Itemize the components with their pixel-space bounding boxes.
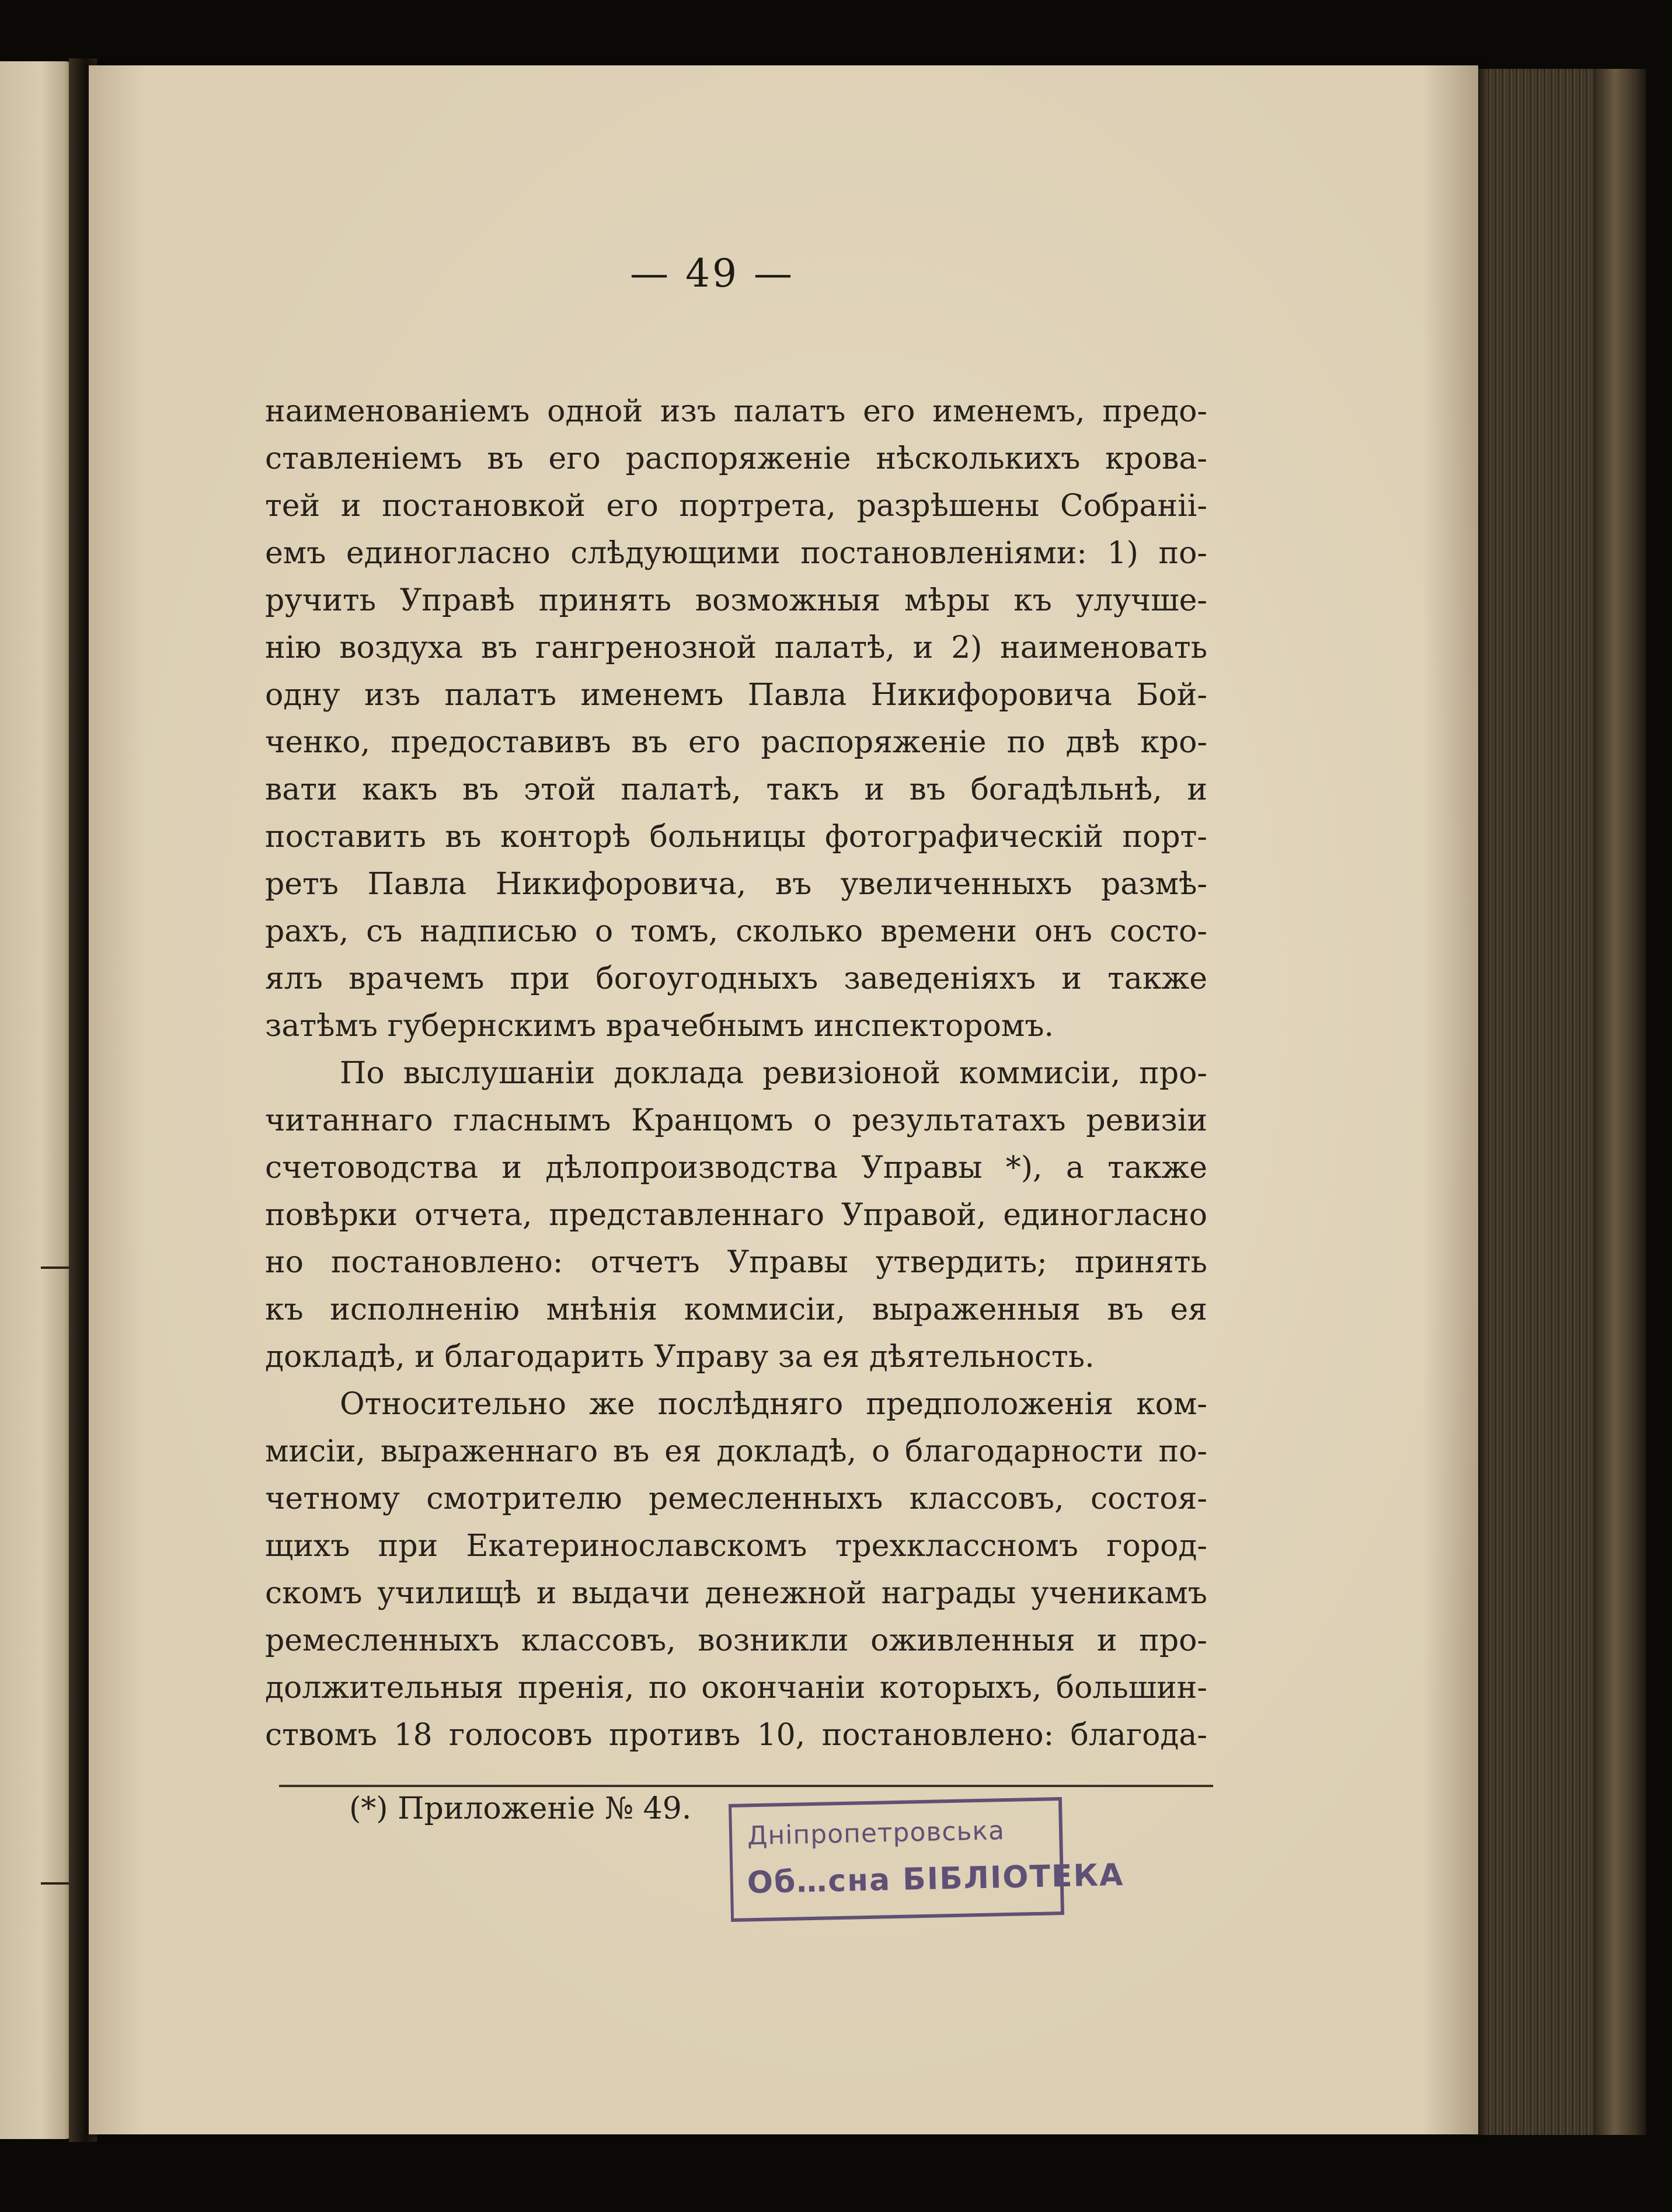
text-line: ретъ Павла Никифоровича, въ увеличенныхъ размѣ- (265, 867, 1207, 902)
text-line: читаннаго гласнымъ Кранцомъ о результатахъ ревизіи (265, 1103, 1207, 1138)
text-line: къ исполненію мнѣнія коммисіи, выраженныя въ ея (265, 1292, 1207, 1327)
library-stamp (729, 1797, 1124, 1922)
text-line: счетоводства и дѣлопроизводства Управы *), а также (265, 1150, 1207, 1185)
footnote: (*) Приложеніе № 49. (349, 1791, 692, 1826)
page-number: — 49 — (630, 251, 795, 296)
text-line: ялъ врачемъ при богоугодныхъ заведеніяхъ и также (265, 961, 1207, 996)
text-line: емъ единогласно слѣдующими постановленіями: 1) по- (265, 536, 1207, 571)
text-line: Относительно же послѣдняго предположенія ком- (340, 1387, 1207, 1422)
stamp-text: Дніпропетровська (747, 1816, 1005, 1851)
text-line: ручить Управѣ принять возможныя мѣры къ улучше- (265, 583, 1207, 618)
book-block-edge (1471, 69, 1646, 2135)
text-line: нію воздуха въ гангренозной палатѣ, и 2) наименовать (265, 630, 1207, 665)
margin-mark (41, 1882, 73, 1885)
text-line: наименованіемъ одной изъ палатъ его именемъ, предо- (265, 394, 1207, 429)
text-line: одну изъ палатъ именемъ Павла Никифоровича Бой- (265, 678, 1207, 713)
text-line: По выслушаніи доклада ревизіоной коммисіи, про- (340, 1056, 1207, 1091)
text-line: ствомъ 18 голосовъ противъ 10, постановлено: благода- (265, 1718, 1207, 1753)
text-line: затѣмъ губернскимъ врачебнымъ инспекторомъ. (265, 1009, 1054, 1044)
text-line: вати какъ въ этой палатѣ, такъ и въ богадѣльнѣ, и (265, 772, 1207, 807)
text-line: рахъ, съ надписью о томъ, сколько времени онъ состо- (265, 914, 1207, 949)
text-line: щихъ при Екатеринославскомъ трехклассномъ город- (265, 1529, 1207, 1564)
body-text (265, 388, 1207, 1759)
margin-mark (41, 1267, 73, 1269)
text-line: ченко, предоставивъ въ его распоряженіе по двѣ кро- (265, 725, 1207, 760)
stamp-text: Об…сна БІБЛІОТЕКА (747, 1857, 1124, 1901)
book-cover-edge (1594, 69, 1646, 2135)
text-line: но постановлено: отчетъ Управы утвердить; принять (265, 1245, 1207, 1280)
text-line: ремесленныхъ классовъ, возникли оживленныя и про- (265, 1623, 1207, 1658)
text-line: скомъ училищѣ и выдачи денежной награды ученикамъ (265, 1576, 1207, 1611)
text-line: ставленіемъ въ его распоряженіе нѣсколькихъ крова- (265, 441, 1207, 476)
previous-page-edge (0, 61, 76, 2139)
text-line: тей и постановкой его портрета, разрѣшены Собраніі- (265, 489, 1207, 524)
text-line: докладѣ, и благодарить Управу за ея дѣятельность. (265, 1339, 1095, 1374)
text-line: должительныя пренія, по окончаніи которыхъ, большин- (265, 1670, 1207, 1705)
text-line: повѣрки отчета, представленнаго Управой, единогласно (265, 1198, 1207, 1233)
text-line: четному смотрителю ремесленныхъ классовъ, состоя- (265, 1481, 1207, 1516)
text-line: мисіи, выраженнаго въ ея докладѣ, о благодарности по- (265, 1434, 1207, 1469)
text-line: поставить въ конторѣ больницы фотографическій порт- (265, 819, 1207, 854)
footnote-divider (279, 1785, 1213, 1787)
